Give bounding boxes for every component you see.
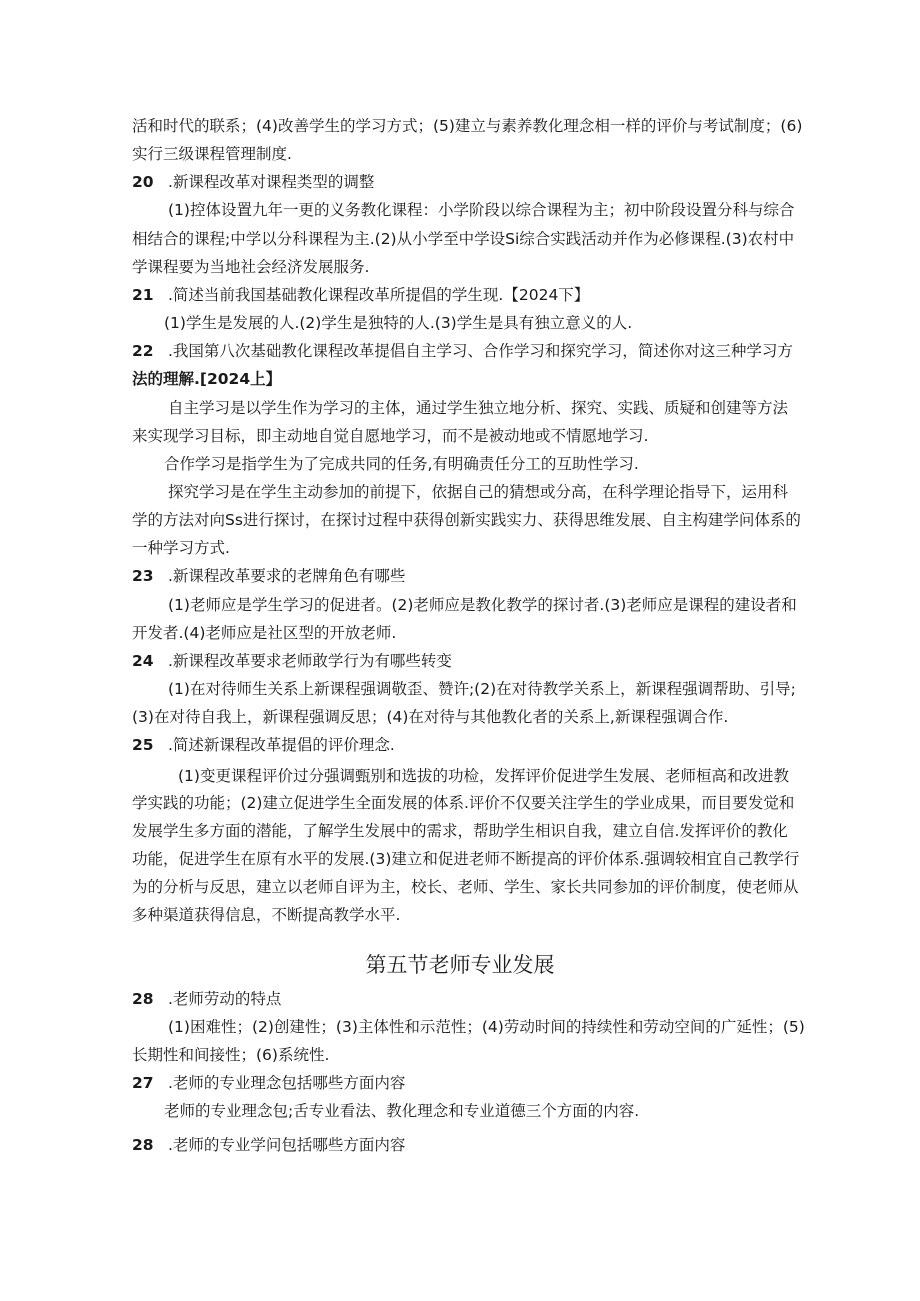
body-text-line: 为的分析与反思，建立以老师自评为主，校长、老师、学生、家长共同参加的评价制度，使老师从 [132,878,799,896]
question-heading-20 [132,172,374,192]
body-text-line: 探究学习是在学生主动参加的前提下，依据自己的猜想或分高，在科学理论指导下，运用科 [168,483,789,501]
question-heading-23 [132,566,405,586]
question-number: 27 [132,1074,154,1092]
body-text-line: 学的方法对向Ss进行探讨，在探讨过程中获得创新实践实力、获得思维发展、自主构建学问体系的 [132,511,801,529]
question-text: .老师劳动的特点 [168,990,282,1008]
question-heading-22 [132,341,793,361]
body-text-line: (3)在对待自我上，新课程强调反思；(4)在对待与其他教化者的关系上,新课程强调合作. [132,708,729,726]
question-number: 28 [132,990,154,1008]
question-number: 21 [132,286,154,304]
question-number: 24 [132,652,154,670]
question-text: .简述新课程改革提倡的评价理念. [168,736,395,754]
question-heading-28b [132,1135,405,1155]
body-text-line: (1)老师应是学生学习的促进者。(2)老师应是教化教学的探讨者.(3)老师应是课程的建设者和 [168,596,797,614]
body-text-line: 学课程要为当地社会经济发展服务. [132,258,370,276]
question-heading-27 [132,1073,405,1093]
body-text-line: 长期性和间接性；(6)系统性. [132,1046,330,1064]
question-text: .新课程改革要求的老牌角色有哪些 [168,567,406,585]
section-heading: 第五节老师专业发展 [365,953,555,977]
question-heading-25 [132,735,395,755]
question-number: 25 [132,736,154,754]
body-text-line: 一种学习方式. [132,539,230,557]
body-text-line: 功能，促进学生在原有水平的发展.(3)建立和促进老师不断提高的评价体系.强调较相宜自己教学行 [132,850,800,868]
body-text-line: 老师的专业理念包;舌专业看法、教化理念和专业道德三个方面的内容. [164,1102,640,1120]
question-heading-24 [132,651,452,671]
body-text-line: (1)控体设置九年一更的义务教化课程：小学阶段以综合课程为主；初中阶段设置分科与综合 [168,201,795,219]
body-text-line: 相结合的课程;中学以分科课程为主.(2)从小学至中学设Si综合实践活动并作为必修课程.(3)农村中 [132,230,795,248]
body-text-line: 发展学生多方面的潜能，了解学生发展中的需求，帮助学生相识自我，建立自信.发挥评价的教化 [132,822,788,840]
body-text-line: 活和时代的联系；(4)改善学生的学习方式；(5)建立与素养教化理念相一样的评价与考试制度；(6) [132,117,803,135]
question-text: .新课程改革要求老师敢学行为有哪些转变 [168,652,452,670]
question-number: 22 [132,342,154,360]
body-text-line: 多种渠道获得信息，不断提高教学水平. [132,906,401,924]
body-text-line: (1)在对待师生关系上新课程强调敬歪、赞许;(2)在对待教学关系上，新课程强调帮助、引导; [168,680,796,698]
question-text: .新课程改革对课程类型的调整 [168,173,375,191]
body-text-line: 合作学习是指学生为了完成共同的任务,有明确责任分工的互助性学习. [164,455,639,473]
question-number: 28 [132,1136,154,1154]
question-text: .老师的专业学问包括哪些方面内容 [168,1136,406,1154]
question-number: 20 [132,173,154,191]
question-text: .老师的专业理念包括哪些方面内容 [168,1074,406,1092]
question-text-continued: 法的理解.[2024上】 [132,370,282,388]
question-heading-28 [132,989,281,1009]
body-text-line: (1)困难性；(2)创建性；(3)主体性和示范性；(4)劳动时间的持续性和劳动空间的广延性；(5) [168,1018,805,1036]
body-text-line: (1)变更课程评价过分强调甄别和选拔的功检，发挥评价促进学生发展、老师桓高和改进教 [178,767,789,785]
question-text: .我国第八次基础教化课程改革提倡自主学习、合作学习和探究学习，简述你对这三种学习方 [168,342,793,360]
body-text-line: 开发者.(4)老师应是社区型的开放老师. [132,624,397,642]
question-text: .简述当前我国基础教化课程改革所提倡的学生现.【2024下】 [168,286,590,304]
body-text-line: (1)学生是发展的人.(2)学生是独特的人.(3)学生是具有独立意义的人. [164,314,633,332]
body-text-line: 自主学习是以学生作为学习的主体，通过学生独立地分析、探究、实践、质疑和创建等方法 [168,399,789,417]
body-text-line: 实行三级课程管理制度. [132,145,292,163]
body-text-line: 来实现学习目标，即主动地自觉自愿地学习，而不是被动地或不情愿地学习. [132,427,649,445]
body-text-line: 学实践的功能；(2)建立促进学生全面发展的体系.评价不仅要关注学生的学业成果，而目要发觉和 [132,794,795,812]
question-number: 23 [132,567,154,585]
question-heading-21 [132,285,589,305]
